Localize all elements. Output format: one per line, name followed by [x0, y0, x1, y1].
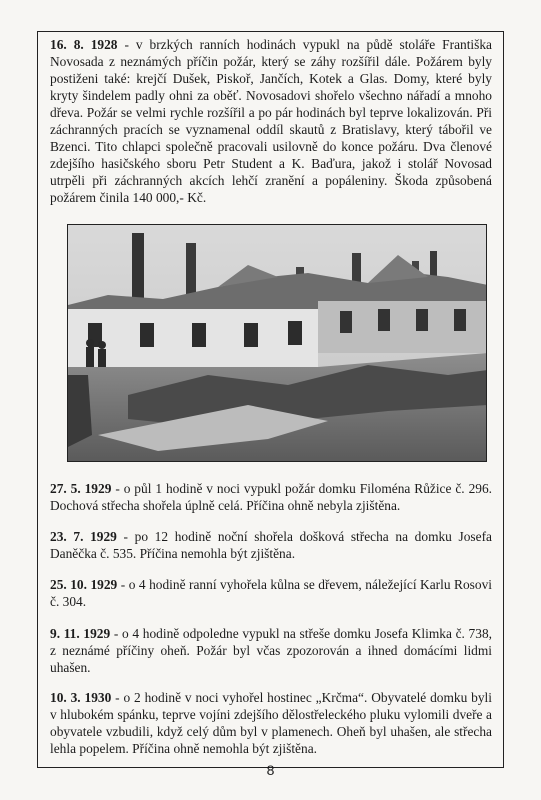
entry-text: - po 12 hodině noční shořela došková střecha na domku Josefa Daněčka č. 535. Příčina nemohla být zjištěna. [50, 529, 492, 561]
entry-1929-07-23 [50, 528, 492, 562]
entry-1930-03-10 [50, 689, 492, 757]
entry-date: 23. 7. 1929 [50, 529, 117, 544]
entry-date: 25. 10. 1929 [50, 577, 118, 592]
entry-1929-10-25 [50, 576, 492, 610]
entry-1928-08-16 [50, 36, 492, 206]
entry-text: - o půl 1 hodině v noci vypukl požár domku Filoména Růžice č. 296. Dochová střecha shořela úplně celá. Příčina ohně nebyla zjištěna. [50, 481, 492, 513]
entry-text: - o 4 hodině ranní vyhořela kůlna se dřevem, náležející Karlu Rosovi č. 304. [50, 577, 492, 609]
page-number: 8 [266, 762, 275, 778]
entry-text: - v brzkých ranních hodinách vypukl na půdě stoláře Františka Novosada z neznámých příčin požár, který se záhy rozšířil dále. Požárem byly postiženi také: krejčí Dušek, Piskoř, Jančích, Kotek a Glas. Domy, které byly kryty šindelem padly ohni za oběť. Novosadovi shořelo všechno nářadí a mnoho dřeva. Požár se velmi rychle rozšířil a po pár hodinách byl teprve lokalizován. Při záchranných pracích se vyznamenal oddíl skautů z Bratislavy, který tábořil ve Bzenci. Tito chlapci společně pracovali usilovně do konce požáru. Dva členové zdejšího hasičského sboru Petr Student a K. Baďura, jakož i stolář Novosad utrpěli při záchranných akcích lehčí zranění a popáleniny. Škoda způsobená požárem činila 140 000,- Kč. [50, 37, 492, 205]
entry-1929-11-09 [50, 625, 492, 676]
entry-date: 9. 11. 1929 [50, 626, 111, 641]
entry-date: 16. 8. 1928 [50, 37, 118, 52]
entry-text: - o 4 hodině odpoledne vypukl na střeše domku Josefa Klimka č. 738, z neznámé příčiny oheň. Požár byl včas zpozorován a ihned domácími lidmi uhašen. [50, 626, 492, 675]
entry-text: - o 2 hodině v noci vyhořel hostinec „Krčma“. Obyvatelé domku byli v hlubokém spánku, teprve vojíni zdejšího dělostřeleckého pluku vylomili dveře a obyvatele vzbudili, když celý dům byl v plamenech. Oheň byl uhašen, ale střecha lehla popelem. Příčina ohně nemohla být zjištěna. [50, 690, 492, 756]
entry-date: 10. 3. 1930 [50, 690, 112, 705]
burned-buildings-photo [67, 224, 487, 462]
entry-date: 27. 5. 1929 [50, 481, 112, 496]
entry-1929-05-27 [50, 480, 492, 514]
